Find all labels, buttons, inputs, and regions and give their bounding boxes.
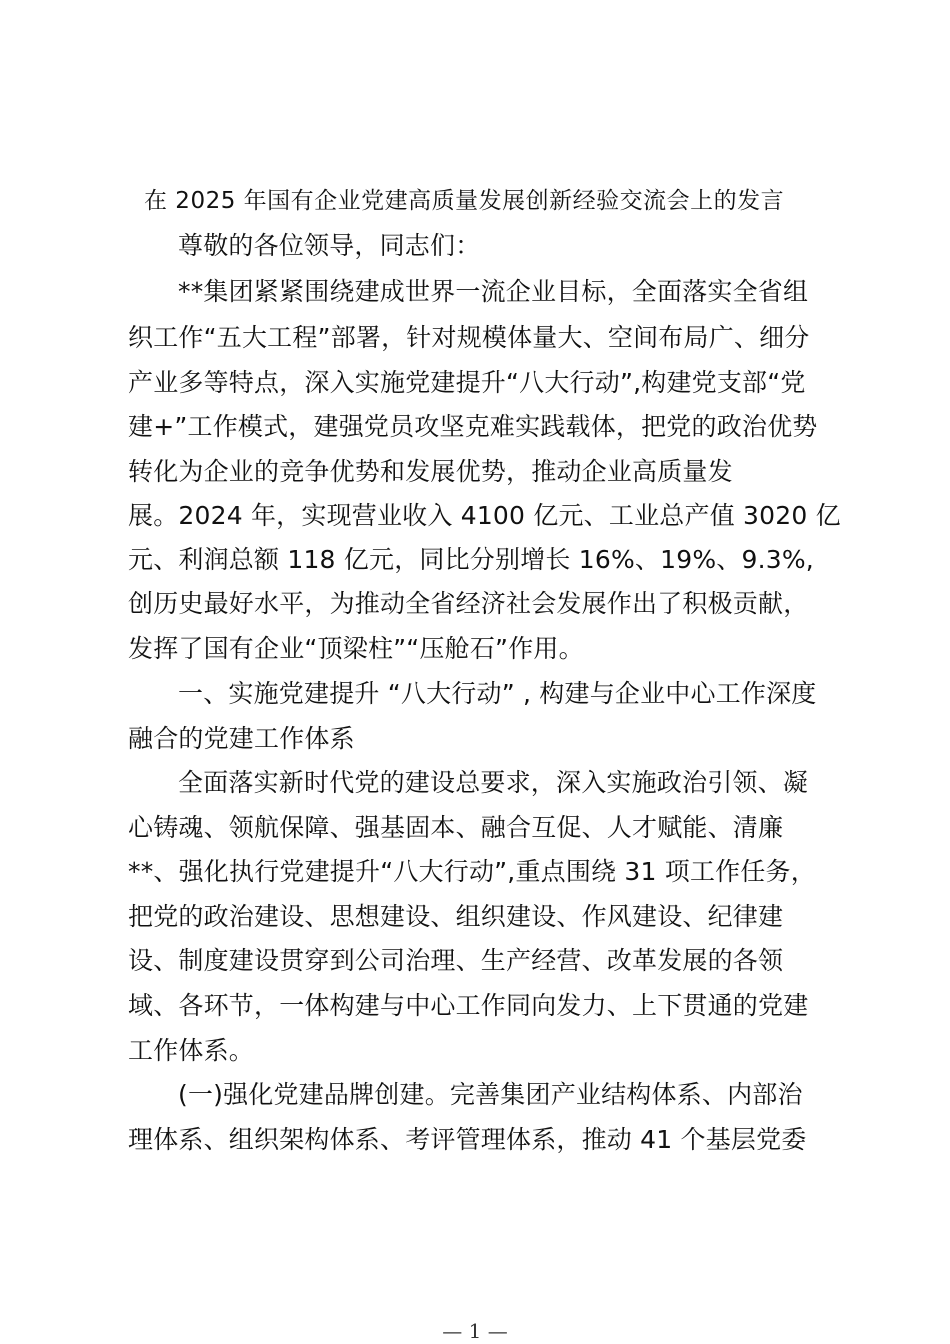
section-heading: 融合的党建工作体系 xyxy=(128,724,355,753)
paragraph-line: 建+”工作模式，建强党员攻坚克难实践载体，把党的政治优势 xyxy=(128,412,818,441)
paragraph-line: 产业多等特点，深入实施党建提升“八大行动”,构建党支部“党 xyxy=(128,368,806,397)
paragraph-line: **集团紧紧围绕建成世界一流企业目标，全面落实全省组 xyxy=(178,277,809,306)
paragraph-line: 理体系、组织架构体系、考评管理体系，推动 41 个基层党委 xyxy=(128,1125,807,1154)
paragraph-line: (一)强化党建品牌创建。完善集团产业结构体系、内部治 xyxy=(178,1080,803,1109)
salutation: 尊敬的各位领导，同志们： xyxy=(178,231,481,260)
paragraph-line: 工作体系。 xyxy=(128,1036,255,1065)
paragraph-line: 全面落实新时代党的建设总要求，深入实施政治引领、凝 xyxy=(178,768,809,797)
document-title: 在 2025 年国有企业党建高质量发展创新经验交流会上的发言 xyxy=(144,188,785,214)
paragraph-line: 展。2024 年，实现营业收入 4100 亿元、工业总产值 3020 亿 xyxy=(128,501,841,530)
paragraph-line: 设、制度建设贯穿到公司治理、生产经营、改革发展的各领 xyxy=(128,946,784,975)
page-number: — 1 — xyxy=(442,1319,508,1343)
paragraph-line: 心铸魂、领航保障、强基固本、融合互促、人才赋能、清廉 xyxy=(128,813,784,842)
paragraph-line: **、强化执行党建提升“八大行动”,重点围绕 31 项工作任务， xyxy=(128,857,816,886)
paragraph-line: 域、各环节，一体构建与中心工作同向发力、上下贯通的党建 xyxy=(128,991,809,1020)
paragraph-line: 元、利润总额 118 亿元，同比分别增长 16%、19%、9.3%, xyxy=(128,545,814,574)
paragraph-line: 发挥了国有企业“顶梁柱”“压舱石”作用。 xyxy=(128,634,584,663)
paragraph-line: 把党的政治建设、思想建设、组织建设、作风建设、纪律建 xyxy=(128,902,784,931)
paragraph-line: 织工作“五大工程”部署，针对规模体量大、空间布局广、细分 xyxy=(128,323,810,352)
paragraph-line: 转化为企业的竞争优势和发展优势，推动企业高质量发 xyxy=(128,457,733,486)
section-heading: 一、实施党建提升 “八大行动” , 构建与企业中心工作深度 xyxy=(178,679,817,708)
paragraph-line: 创历史最好水平，为推动全省经济社会发展作出了积极贡献， xyxy=(128,589,809,618)
